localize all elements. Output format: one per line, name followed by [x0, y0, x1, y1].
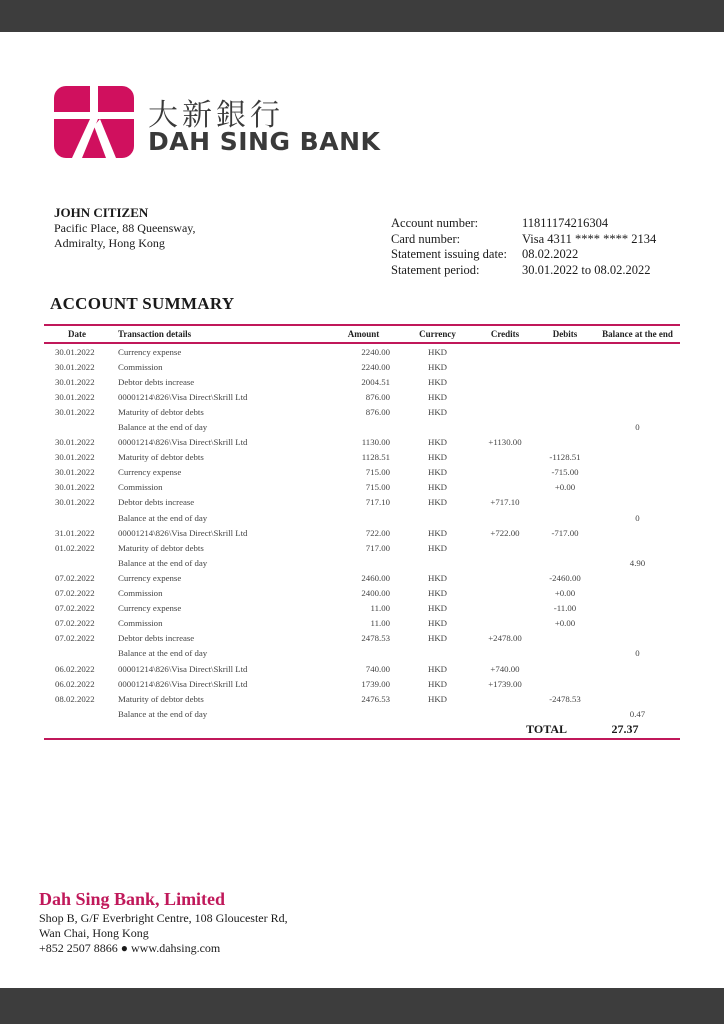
table-row — [44, 586, 680, 601]
table-bottom-rule — [44, 738, 680, 740]
issue-date-label: Statement issuing date: — [391, 247, 507, 261]
cell-amount: 876.00 — [365, 391, 390, 402]
table-row — [44, 555, 680, 570]
cell-amount: 2478.53 — [361, 633, 390, 644]
cell-details: Maturity of debtor debts — [118, 542, 204, 553]
cell-debit: +0.00 — [554, 618, 576, 629]
header-balance: Balance at the end — [602, 329, 673, 339]
table-row — [44, 661, 680, 676]
cell-currency: HKD — [427, 618, 448, 629]
cell-currency: HKD — [427, 497, 448, 508]
total-row — [44, 721, 680, 738]
cell-currency: HKD — [427, 482, 448, 493]
cell-currency: HKD — [427, 663, 448, 674]
cell-amount: 740.00 — [365, 663, 390, 674]
cell-amount: 717.10 — [365, 497, 390, 508]
cell-debit: -2460.00 — [549, 572, 581, 583]
cell-date: 06.02.2022 — [55, 663, 95, 674]
cell-currency: HKD — [427, 376, 448, 387]
header-details: Transaction details — [118, 329, 192, 339]
total-label: TOTAL — [526, 722, 567, 737]
cell-credit: +740.00 — [490, 663, 520, 674]
footer-address-line1: Shop B, G/F Everbright Centre, 108 Gloucester Rd, — [39, 911, 288, 925]
cell-date: 30.01.2022 — [55, 497, 95, 508]
customer-address-line2: Admiralty, Hong Kong — [54, 236, 165, 250]
cell-amount: 2460.00 — [361, 572, 390, 583]
card-number-label: Card number: — [391, 231, 461, 246]
customer-address-line1: Pacific Place, 88 Queensway, — [54, 221, 196, 235]
cell-amount: 1128.51 — [361, 452, 390, 463]
cell-details: Balance at the end of day — [118, 422, 208, 433]
table-row — [44, 359, 680, 374]
cell-date: 30.01.2022 — [55, 376, 95, 387]
issue-date-value: 08.02.2022 — [522, 247, 579, 261]
table-row — [44, 495, 680, 510]
header-date: Date — [68, 329, 86, 339]
cell-amount: 2004.51 — [361, 376, 390, 387]
cell-currency: HKD — [427, 588, 448, 599]
cell-debit: -1128.51 — [549, 452, 581, 463]
card-number-row — [391, 232, 656, 248]
footer-contact: +852 2507 8866 ● www.dahsing.com — [39, 941, 221, 955]
cell-date: 06.02.2022 — [55, 678, 95, 689]
table-row — [44, 389, 680, 404]
footer-bank-name: Dah Sing Bank, Limited — [39, 889, 226, 909]
cell-amount: 717.00 — [365, 542, 390, 553]
cell-currency: HKD — [427, 542, 448, 553]
cell-date: 07.02.2022 — [55, 618, 95, 629]
cell-amount: 722.00 — [365, 527, 390, 538]
cell-details: Balance at the end of day — [118, 708, 208, 719]
cell-currency: HKD — [427, 361, 448, 372]
cell-debit: +0.00 — [554, 588, 576, 599]
cell-details: Currency expense — [118, 572, 182, 583]
table-row — [44, 691, 680, 706]
table-row — [44, 435, 680, 450]
table-row — [44, 646, 680, 661]
table-row — [44, 465, 680, 480]
cell-currency: HKD — [427, 527, 448, 538]
bottom-bar — [0, 988, 724, 1024]
cell-credit: +1739.00 — [488, 678, 522, 689]
cell-balance: 4.90 — [629, 557, 646, 568]
table-row — [44, 616, 680, 631]
cell-details: Commission — [118, 361, 163, 372]
footer-address-line2: Wan Chai, Hong Kong — [39, 926, 149, 940]
account-summary-title: ACCOUNT SUMMARY — [50, 294, 235, 313]
cell-amount: 876.00 — [365, 406, 390, 417]
cell-credit: +2478.00 — [488, 633, 522, 644]
cell-credit: +717.10 — [490, 497, 520, 508]
table-row — [44, 510, 680, 525]
cell-details: Currency expense — [118, 346, 182, 357]
cell-balance: 0.47 — [629, 708, 646, 719]
statement-period-row — [391, 263, 656, 279]
cell-details: Debtor debts increase — [118, 376, 195, 387]
cell-amount: 1130.00 — [361, 437, 390, 448]
cell-date: 30.01.2022 — [55, 346, 95, 357]
header-credits: Credits — [490, 329, 520, 339]
cell-details: Commission — [118, 618, 163, 629]
cell-currency: HKD — [427, 452, 448, 463]
cell-date: 07.02.2022 — [55, 603, 95, 614]
table-row — [44, 480, 680, 495]
cell-details: Maturity of debtor debts — [118, 693, 204, 704]
cell-details: 00001214\826\Visa Direct\Skrill Ltd — [118, 527, 248, 538]
card-number-value: Visa 4311 **** **** 2134 — [522, 231, 657, 246]
cell-details: Debtor debts increase — [118, 633, 195, 644]
cell-currency: HKD — [427, 603, 448, 614]
cell-details: Commission — [118, 588, 163, 599]
header-amount: Amount — [347, 329, 380, 339]
customer-name: JOHN CITIZEN — [54, 205, 149, 220]
cell-details: Balance at the end of day — [118, 512, 208, 523]
cell-date: 30.01.2022 — [55, 361, 95, 372]
cell-details: Commission — [118, 482, 163, 493]
cell-date: 30.01.2022 — [55, 391, 95, 402]
cell-date: 31.01.2022 — [55, 527, 95, 538]
cell-currency: HKD — [427, 346, 448, 357]
top-bar — [0, 0, 724, 32]
dah-sing-logo-icon — [54, 86, 134, 158]
cell-debit: -717.00 — [551, 527, 579, 538]
cell-date: 07.02.2022 — [55, 572, 95, 583]
cell-date: 30.01.2022 — [55, 467, 95, 478]
cell-amount: 2240.00 — [361, 346, 390, 357]
cell-amount: 2240.00 — [361, 361, 390, 372]
cell-debit: +0.00 — [554, 482, 576, 493]
table-row — [44, 540, 680, 555]
cell-credit: +722.00 — [490, 527, 520, 538]
cell-currency: HKD — [427, 693, 448, 704]
table-row — [44, 450, 680, 465]
cell-details: 00001214\826\Visa Direct\Skrill Ltd — [118, 663, 248, 674]
cell-debit: -2478.53 — [549, 693, 581, 704]
bank-footer — [39, 888, 288, 956]
cell-debit: -11.00 — [553, 603, 577, 614]
table-row — [44, 676, 680, 691]
bank-logo — [54, 86, 381, 158]
table-row — [44, 344, 680, 359]
cell-credit: +1130.00 — [488, 437, 522, 448]
cell-currency: HKD — [427, 678, 448, 689]
logo-english-name: DAH SING BANK — [148, 127, 381, 156]
cell-date: 08.02.2022 — [55, 693, 95, 704]
cell-currency: HKD — [427, 572, 448, 583]
cell-date: 01.02.2022 — [55, 542, 95, 553]
cell-currency: HKD — [427, 437, 448, 448]
cell-amount: 715.00 — [365, 467, 390, 478]
table-row — [44, 706, 680, 721]
cell-currency: HKD — [427, 467, 448, 478]
table-row — [44, 419, 680, 434]
table-row — [44, 404, 680, 419]
cell-date: 30.01.2022 — [55, 452, 95, 463]
total-value: 27.37 — [611, 722, 639, 737]
cell-date: 07.02.2022 — [55, 588, 95, 599]
cell-details: 00001214\826\Visa Direct\Skrill Ltd — [118, 678, 248, 689]
logo-chinese-name: 大新銀行 — [148, 98, 284, 133]
table-row — [44, 570, 680, 585]
cell-date: 30.01.2022 — [55, 406, 95, 417]
table-row — [44, 525, 680, 540]
cell-amount: 2400.00 — [361, 588, 390, 599]
cell-date: 30.01.2022 — [55, 482, 95, 493]
cell-amount: 11.00 — [370, 618, 390, 629]
cell-details: Maturity of debtor debts — [118, 452, 204, 463]
header-currency: Currency — [419, 329, 456, 339]
table-row — [44, 374, 680, 389]
cell-details: Currency expense — [118, 467, 182, 478]
statement-period-value: 30.01.2022 to 08.02.2022 — [522, 262, 651, 277]
cell-details: Currency expense — [118, 603, 182, 614]
transactions-table — [44, 324, 680, 740]
cell-amount: 11.00 — [370, 603, 390, 614]
account-number-value: 11811174216304 — [522, 216, 609, 230]
cell-details: Debtor debts increase — [118, 497, 195, 508]
account-number-label: Account number: — [391, 216, 479, 230]
cell-amount: 715.00 — [365, 482, 390, 493]
customer-address-block — [54, 205, 196, 251]
cell-balance: 0 — [635, 648, 640, 659]
cell-details: 00001214\826\Visa Direct\Skrill Ltd — [118, 437, 248, 448]
cell-amount: 2476.53 — [361, 693, 390, 704]
cell-details: Balance at the end of day — [118, 648, 208, 659]
table-body — [44, 344, 680, 721]
account-number-row — [391, 216, 656, 232]
cell-details: Balance at the end of day — [118, 557, 208, 568]
cell-details: Maturity of debtor debts — [118, 406, 204, 417]
cell-currency: HKD — [427, 633, 448, 644]
header-debits: Debits — [552, 329, 578, 339]
cell-debit: -715.00 — [551, 467, 579, 478]
cell-date: 07.02.2022 — [55, 633, 95, 644]
statement-period-label: Statement period: — [391, 262, 480, 277]
cell-date: 30.01.2022 — [55, 437, 95, 448]
table-header — [44, 326, 680, 342]
cell-currency: HKD — [427, 406, 448, 417]
table-row — [44, 631, 680, 646]
cell-details: 00001214\826\Visa Direct\Skrill Ltd — [118, 391, 248, 402]
cell-currency: HKD — [427, 391, 448, 402]
issue-date-row — [391, 247, 656, 263]
cell-balance: 0 — [635, 422, 640, 433]
account-info-block — [391, 216, 656, 278]
cell-balance: 0 — [635, 512, 640, 523]
table-row — [44, 601, 680, 616]
cell-amount: 1739.00 — [361, 678, 390, 689]
